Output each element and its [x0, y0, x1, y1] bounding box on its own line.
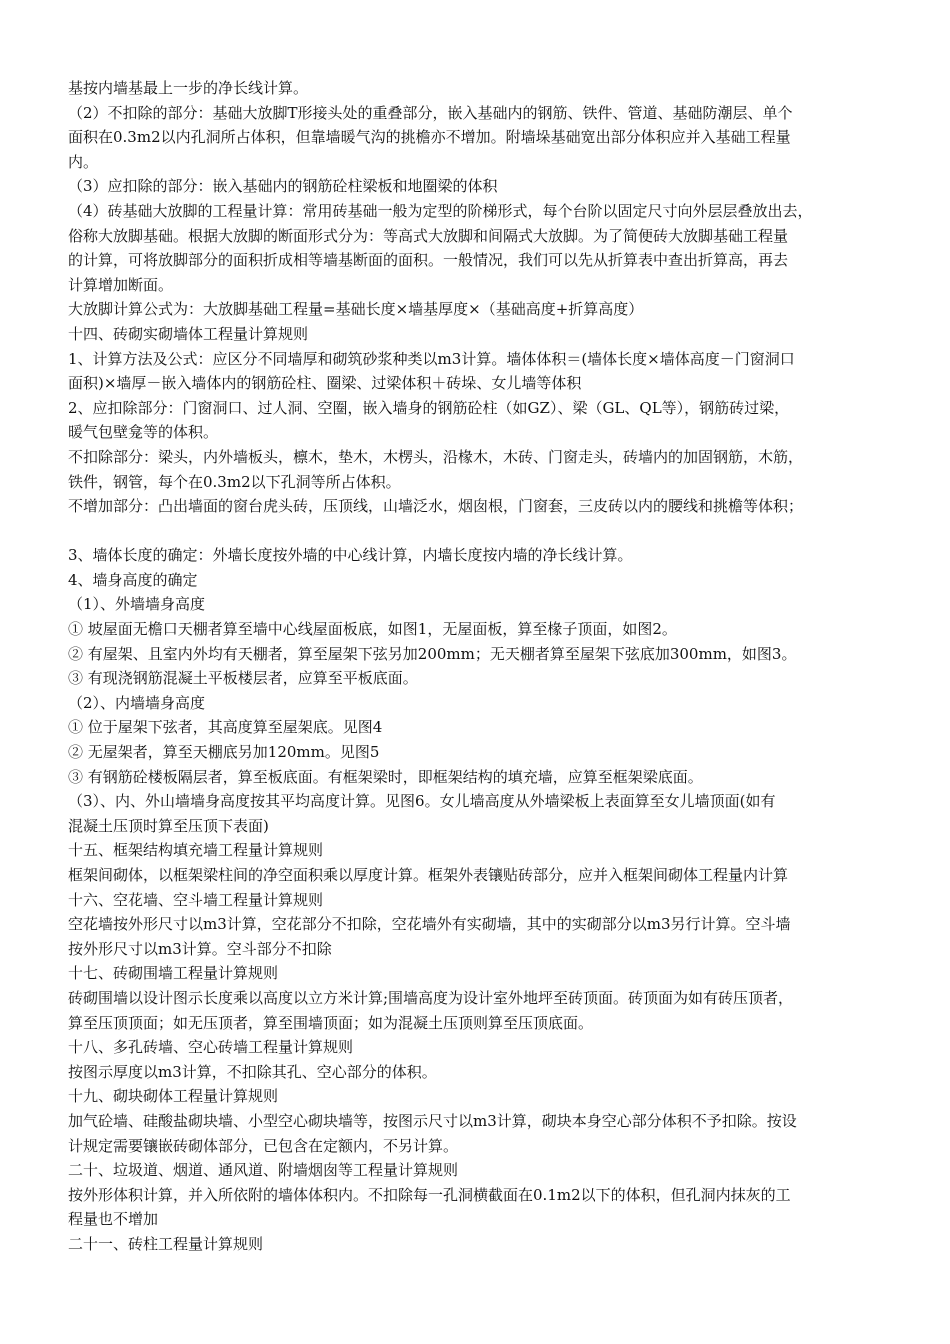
text-line: 十五、框架结构填充墙工程量计算规则	[68, 841, 324, 860]
text-line: ③ 有现浇钢筋混凝土平板楼层者，应算至平板底面。	[68, 669, 418, 688]
text-line: 4、墙身高度的确定	[68, 570, 198, 589]
text-line: 不增加部分：凸出墙面的窗台虎头砖，压顶线，山墙泛水，烟囱根，门窗套，三皮砖以内的腰线和挑檐等体积；	[68, 497, 804, 516]
text-line: 铁件，钢管，每个在0.3m2以下孔洞等所占体积。	[68, 472, 401, 491]
text-line: ② 有屋架、且室内外均有天棚者，算至屋架下弦另加200mm；无天棚者算至屋架下弦底加300mm，如图3。	[68, 644, 797, 663]
document-page	[68, 76, 894, 1257]
text-line: 程量也不增加	[68, 1210, 159, 1229]
text-line: 计算增加断面。	[68, 275, 174, 294]
text-line: （3）、内、外山墙墙身高度按其平均高度计算。见图6。女儿墙高度从外墙梁板上表面算至女儿墙顶面(如有	[68, 792, 776, 811]
text-line: 3、墙体长度的确定：外墙长度按外墙的中心线计算，内墙长度按内墙的净长线计算。	[68, 546, 633, 565]
text-line: 俗称大放脚基础。根据大放脚的断面形式分为：等高式大放脚和间隔式大放脚。为了简便砖大放脚基础工程量	[68, 226, 789, 245]
text-line: 十六、空花墙、空斗墙工程量计算规则	[68, 890, 324, 909]
text-line: 暖气包壁龛等的体积。	[68, 423, 219, 442]
text-line: ③ 有钢筋砼楼板隔层者，算至板底面。有框架梁时，即框架结构的填充墙，应算至框架梁底面。	[68, 767, 703, 786]
text-line: 内。	[68, 152, 99, 171]
text-line: 按外形尺寸以m3计算。空斗部分不扣除	[68, 939, 332, 958]
text-line: 十九、砌块砌体工程量计算规则	[68, 1087, 279, 1106]
text-line: 二十一、砖柱工程量计算规则	[68, 1234, 264, 1253]
text-line: 按外形体积计算，并入所依附的墙体体积内。不扣除每一孔洞横截面在0.1m2以下的体积，但孔洞内抹灰的工	[68, 1185, 791, 1204]
text-line: 空花墙按外形尺寸以m3计算，空花部分不扣除，空花墙外有实砌墙，其中的实砌部分以m3另行计算。空斗墙	[68, 915, 791, 934]
text-line: 不扣除部分：梁头，内外墙板头，檩木，垫木，木楞头，沿椽木，木砖、门窗走头，砖墙内的加固钢筋，木筋，	[68, 447, 804, 466]
text-line: 混凝土压顶时算至压顶下表面)	[68, 816, 269, 835]
text-line: ① 位于屋架下弦者，其高度算至屋架底。见图4	[68, 718, 383, 737]
text-line: 1、计算方法及公式：应区分不同墙厚和砌筑砂浆种类以m3计算。墙体体积＝(墙体长度×墙体高度－门窗洞口	[68, 349, 795, 368]
text-line: 面积)×墙厚－嵌入墙体内的钢筋砼柱、圈梁、过梁体积＋砖垛、女儿墙等体积	[68, 374, 582, 393]
text-line: ① 坡屋面无檐口天棚者算至墙中心线屋面板底，如图1，无屋面板，算至椽子顶面，如图2。	[68, 620, 677, 639]
text-line: 加气砼墙、硅酸盐砌块墙、小型空心砌块墙等，按图示尺寸以m3计算，砌块本身空心部分体积不予扣除。按设	[68, 1111, 797, 1130]
text-line: 十八、多孔砖墙、空心砖墙工程量计算规则	[68, 1038, 354, 1057]
text-line: 大放脚计算公式为：大放脚基础工程量=基础长度×墙基厚度×（基础高度+折算高度）	[68, 300, 644, 319]
blank-line	[68, 519, 894, 544]
text-line: 砖砌围墙以设计图示长度乘以高度以立方米计算;围墙高度为设计室外地坪至砖顶面。砖顶面为如有砖压顶者，	[68, 988, 794, 1007]
text-line: 十四、砖砌实砌墙体工程量计算规则	[68, 324, 309, 343]
text-line: 框架间砌体，以框架梁柱间的净空面积乘以厚度计算。框架外表镶贴砖部分，应并入框架间砌体工程量内计算	[68, 866, 789, 884]
text-line: 十七、砖砌围墙工程量计算规则	[68, 964, 279, 983]
text-line: ② 无屋架者，算至天棚底另加120mm。见图5	[68, 743, 380, 762]
text-line: 按图示厚度以m3计算，不扣除其孔、空心部分的体积。	[68, 1062, 437, 1081]
text-line: 基按内墙基最上一步的净长线计算。	[68, 79, 309, 97]
text-line: 二十、垃圾道、烟道、通风道、附墙烟囱等工程量计算规则	[68, 1161, 459, 1180]
text-line: 算至压顶顶面；如无压顶者，算至围墙顶面；如为混凝土压顶则算至压顶底面。	[68, 1013, 594, 1032]
text-line: （3）应扣除的部分：嵌入基础内的钢筋砼柱梁板和地圈梁的体积	[68, 177, 498, 196]
text-line: （4）砖基础大放脚的工程量计算：常用砖基础一般为定型的阶梯形式，每个台阶以固定尺寸向外层层叠放出去，	[68, 201, 813, 220]
text-line: （1）、外墙墙身高度	[68, 595, 206, 614]
text-line: （2）、内墙墙身高度	[68, 693, 206, 712]
text-line: 计规定需要镶嵌砖砌体部分，已包含在定额内，不另计算。	[68, 1136, 459, 1155]
text-line: 的计算，可将放脚部分的面积折成相等墙基断面的面积。一般情况，我们可以先从折算表中查出折算高，再去	[68, 251, 789, 270]
text-line: 面积在0.3m2以内孔洞所占体积，但靠墙暖气沟的挑檐亦不增加。附墙垛基础宽出部分体积应并入基础工程量	[68, 128, 791, 147]
text-line: （2）不扣除的部分：基础大放脚T形接头处的重叠部分，嵌入基础内的钢筋、铁件、管道、基础防潮层、单个	[68, 103, 793, 122]
text-line: 2、应扣除部分：门窗洞口、过人洞、空圈，嵌入墙身的钢筋砼柱（如GZ）、梁（GL、QL等），钢筋砖过梁，	[68, 398, 790, 417]
